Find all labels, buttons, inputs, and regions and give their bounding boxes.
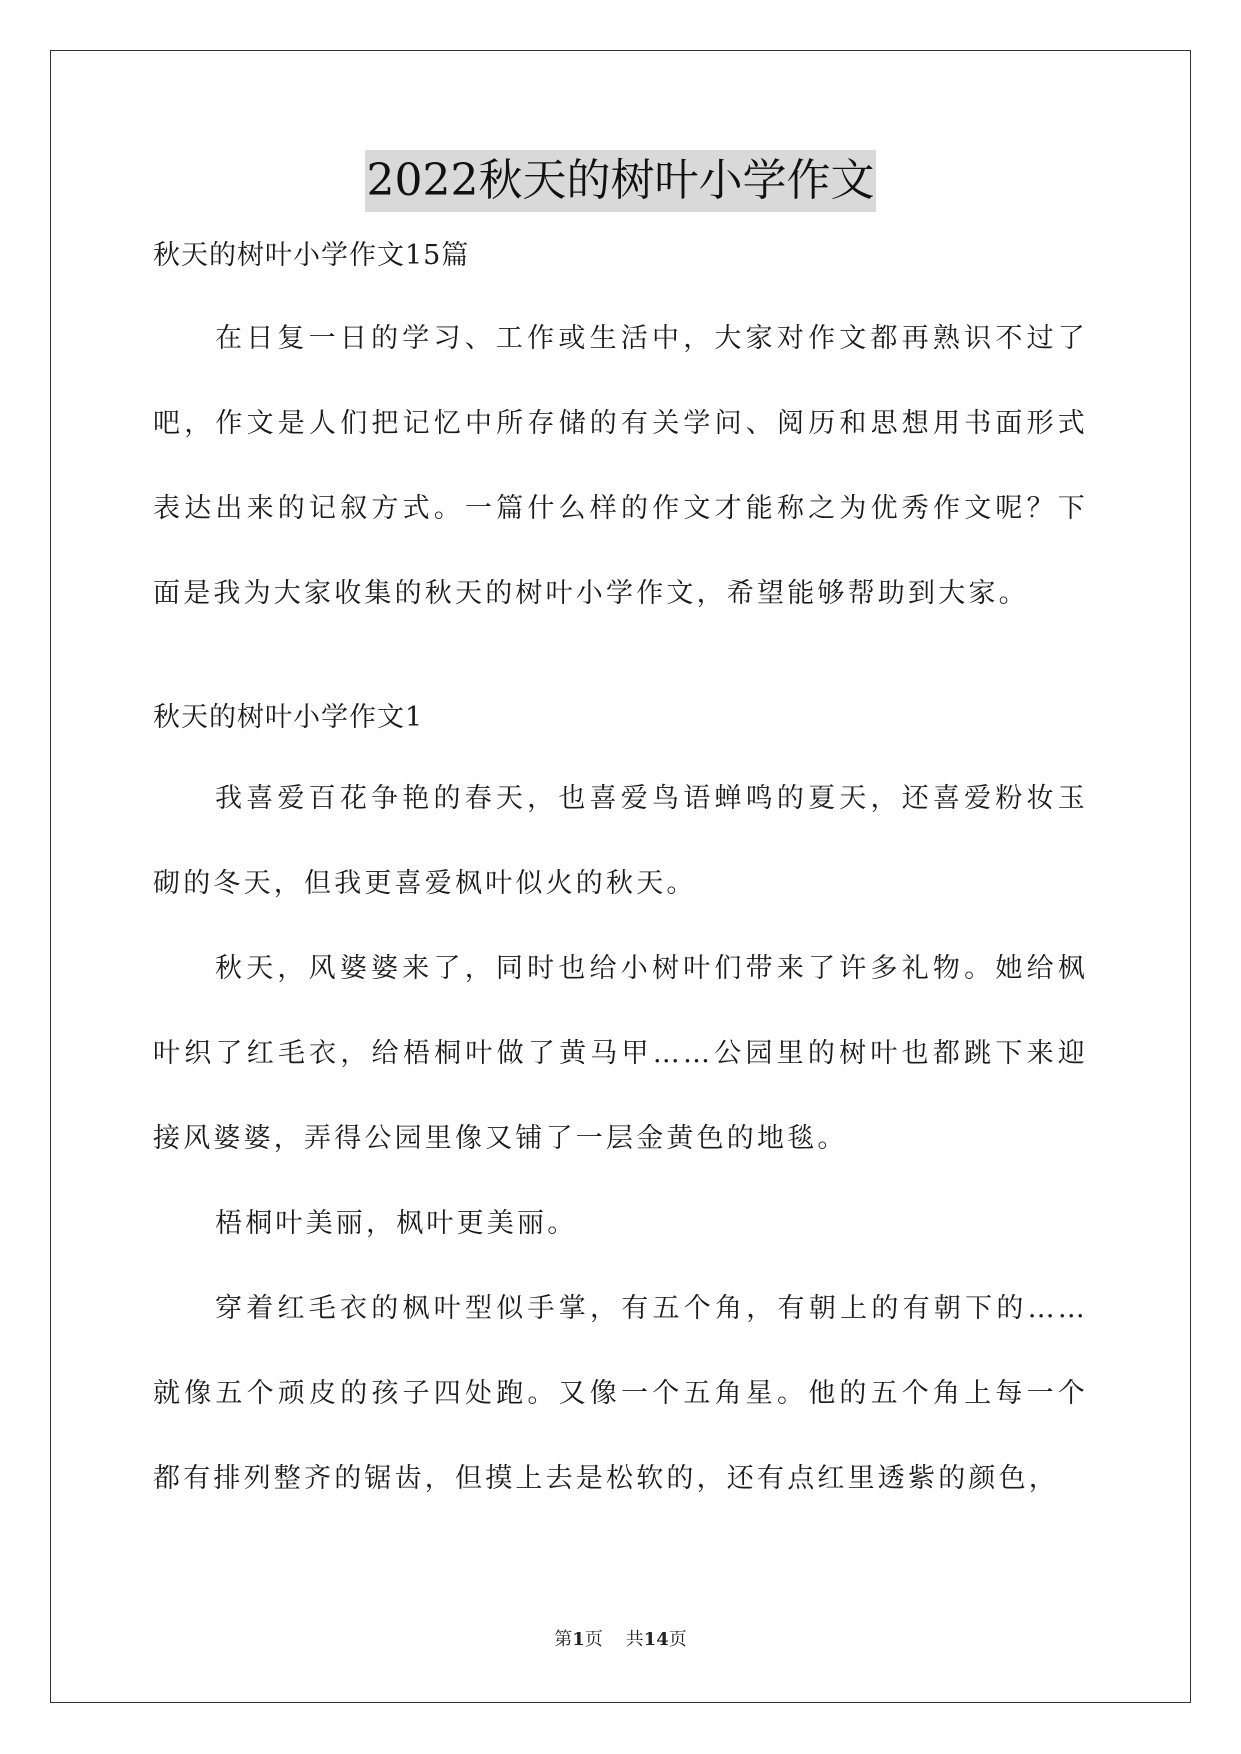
footer-prefix: 第 <box>554 1629 573 1650</box>
intro-paragraph: 在日复一日的学习、工作或生活中，大家对作文都再熟识不过了吧，作文是人们把记忆中所存储的有关学问、阅历和思想用书面形式表达出来的记叙方式。一篇什么样的作文才能称之为优秀作文呢？下面是我为大家收集的秋天的树叶小学作文，希望能够帮助到大家。 <box>153 323 1088 609</box>
body-paragraph: 我喜爱百花争艳的春天，也喜爱鸟语蝉鸣的夏天，还喜爱粉妆玉砌的冬天，但我更喜爱枫叶似火的秋天。 <box>153 783 1088 899</box>
document-body <box>153 236 1088 1521</box>
body-paragraph: 穿着红毛衣的枫叶型似手掌，有五个角，有朝上的有朝下的……就像五个顽皮的孩子四处跑。又像一个五角星。他的五个角上每一个都有排列整齐的锯齿，但摸上去是松软的，还有点红里透紫的颜色， <box>153 1293 1088 1494</box>
footer-page-unit: 页 <box>584 1629 603 1650</box>
footer-total-prefix: 共 <box>625 1629 644 1650</box>
footer-total-unit: 页 <box>668 1629 687 1650</box>
document-subtitle: 秋天的树叶小学作文15篇 <box>153 240 470 271</box>
current-page-number: 1 <box>572 1629 585 1650</box>
body-paragraph: 梧桐叶美丽，枫叶更美丽。 <box>215 1208 578 1239</box>
body-paragraph: 秋天，风婆婆来了，同时也给小树叶们带来了许多礼物。她给枫叶织了红毛衣，给梧桐叶做了黄马甲……公园里的树叶也都跳下来迎接风婆婆，弄得公园里像又铺了一层金黄色的地毯。 <box>153 953 1088 1154</box>
page-footer <box>0 1627 1241 1653</box>
section-heading: 秋天的树叶小学作文1 <box>153 702 424 733</box>
total-page-count: 14 <box>643 1629 669 1650</box>
title-container <box>0 150 1241 212</box>
document-title: 2022秋天的树叶小学作文 <box>365 150 877 212</box>
